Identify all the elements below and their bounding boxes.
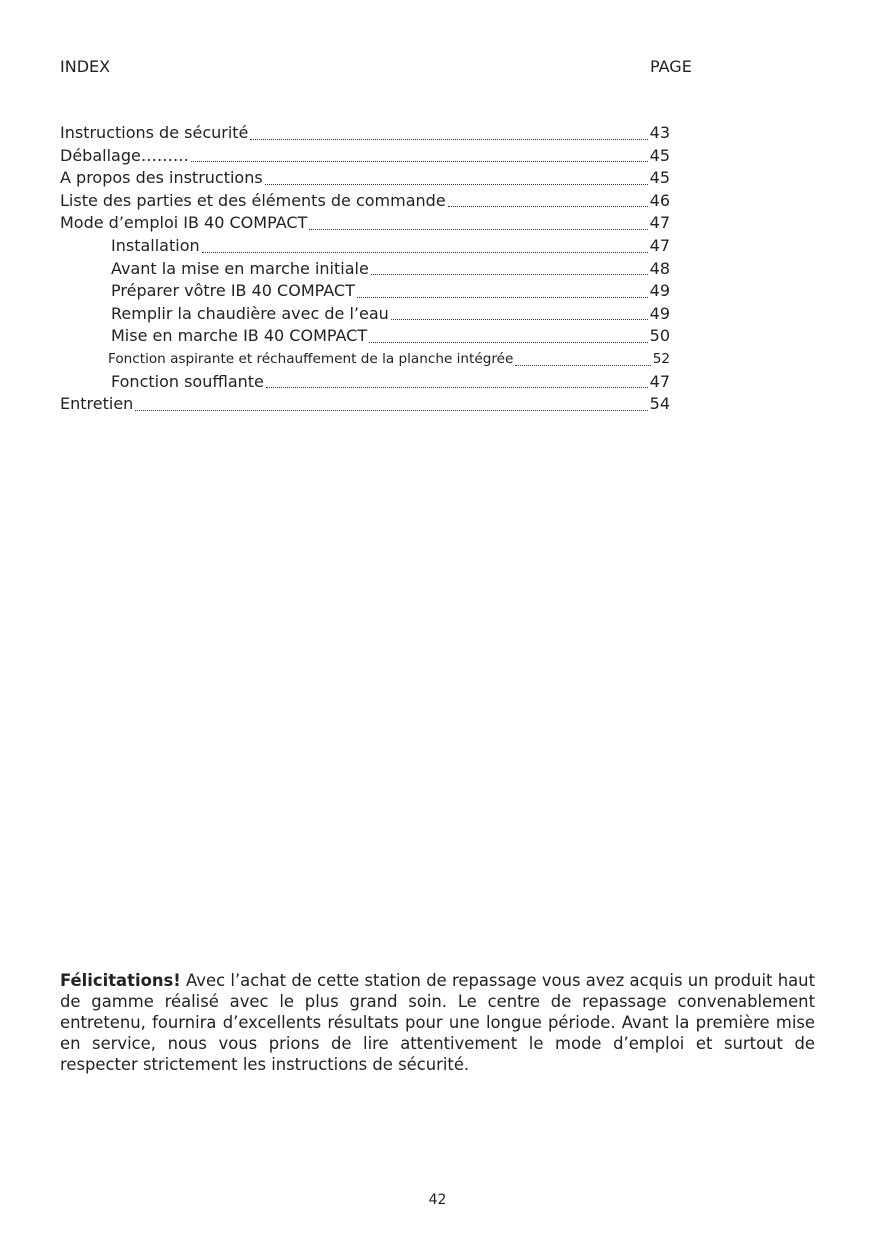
toc-label: Remplir la chaudière avec de l’eau xyxy=(111,303,389,323)
toc-entry-unpacking[interactable] xyxy=(60,145,670,168)
intro-paragraph xyxy=(60,970,815,1075)
toc-page-number: 47 xyxy=(649,371,670,391)
toc-leader-dots xyxy=(135,410,647,411)
toc-label: Instructions de sécurité xyxy=(60,123,249,142)
toc-page-number: 48 xyxy=(649,258,670,278)
toc-page-number: 54 xyxy=(649,394,670,414)
page-heading: PAGE xyxy=(650,57,692,76)
table-of-contents xyxy=(60,122,670,416)
toc-entry-prepare[interactable] xyxy=(60,280,670,303)
toc-label: Préparer vôtre IB 40 COMPACT xyxy=(111,281,355,301)
toc-entry-parts-list[interactable] xyxy=(60,190,670,213)
toc-page-number: 47 xyxy=(649,235,670,255)
toc-page-number: 49 xyxy=(649,303,670,323)
toc-entry-suction-heating[interactable] xyxy=(60,348,670,371)
toc-page-number: 50 xyxy=(649,326,670,346)
toc-entry-blowing[interactable] xyxy=(60,371,670,394)
toc-page-number: 43 xyxy=(649,123,670,142)
toc-label: Liste des parties et des éléments de commande xyxy=(60,190,446,210)
toc-page-number: 47 xyxy=(649,213,670,233)
toc-label: Installation xyxy=(111,235,200,255)
toc-entry-fill-boiler[interactable] xyxy=(60,303,670,326)
toc-entry-safety-instructions[interactable] xyxy=(60,122,670,145)
toc-label: Déballage……… xyxy=(60,145,189,165)
toc-page-number: 49 xyxy=(649,281,670,301)
toc-entry-before-first-start[interactable] xyxy=(60,258,670,281)
toc-entry-installation[interactable] xyxy=(60,235,670,258)
toc-label: Mise en marche IB 40 COMPACT xyxy=(111,326,368,346)
index-heading: INDEX xyxy=(60,57,111,76)
toc-page-number: 52 xyxy=(652,350,670,367)
toc-label: Fonction soufflante xyxy=(111,371,264,391)
toc-entry-maintenance[interactable] xyxy=(60,393,670,416)
toc-leader-dots xyxy=(309,229,647,230)
toc-entry-user-manual[interactable] xyxy=(60,212,670,235)
toc-label: Mode d’emploi IB 40 COMPACT xyxy=(60,213,308,233)
toc-entry-about-instructions[interactable] xyxy=(60,167,670,190)
toc-leader-dots xyxy=(369,342,648,343)
toc-leader-dots xyxy=(515,365,650,366)
intro-bold-lead: Félicitations! xyxy=(60,971,181,990)
toc-label: Fonction aspirante et réchauffement de la planche intégrée xyxy=(108,350,514,367)
toc-label: A propos des instructions xyxy=(60,168,263,188)
page-number: 42 xyxy=(428,1192,447,1208)
toc-leader-dots xyxy=(250,139,647,140)
toc-leader-dots xyxy=(371,274,648,275)
toc-leader-dots xyxy=(448,206,648,207)
toc-leader-dots xyxy=(266,387,648,388)
toc-entry-start-up[interactable] xyxy=(60,325,670,348)
toc-leader-dots xyxy=(391,319,648,320)
toc-leader-dots xyxy=(357,297,648,298)
toc-leader-dots xyxy=(265,184,648,185)
intro-text: Avec l’achat de cette station de repassage vous avez acquis un produit haut de gamme réalisé avec le plus grand soin. Le centre de repassage convenablement entretenu, fournira d’excellents résultats pour une longue période. Avant la première mise en service, nous vous prions de lire attentivement le mode d’emploi et surtout de respecter strictement les instructions de sécurité. xyxy=(60,971,815,1074)
toc-page-number: 45 xyxy=(649,168,670,188)
toc-page-number: 45 xyxy=(649,145,670,165)
toc-leader-dots xyxy=(191,161,648,162)
toc-page-number: 46 xyxy=(649,190,670,210)
toc-label: Avant la mise en marche initiale xyxy=(111,258,369,278)
toc-leader-dots xyxy=(202,252,648,253)
toc-label: Entretien xyxy=(60,394,134,414)
